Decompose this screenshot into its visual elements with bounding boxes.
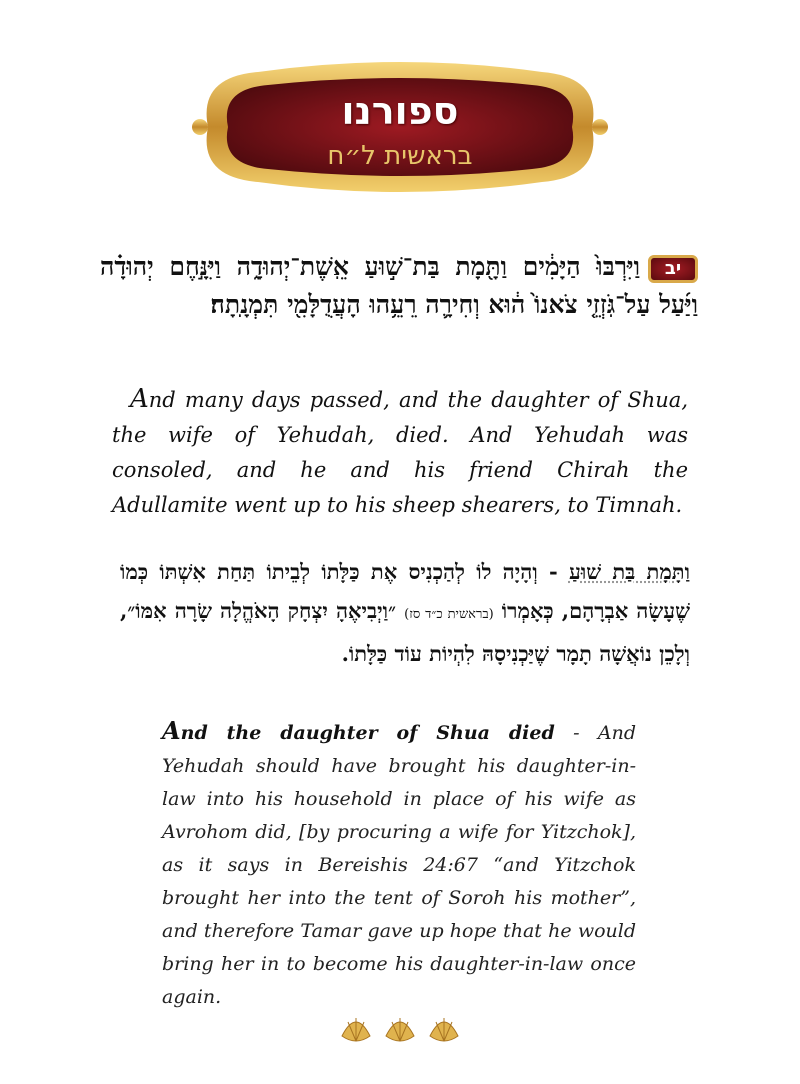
commentary-translation bbox=[162, 714, 636, 1014]
shell-icon bbox=[384, 1014, 416, 1044]
translation-text: nd many days passed, and the daughter of Shua, the wife of Yehudah, died. And Yehudah was consoled, and he and his friend Chirah the Adullamite went up to his sheep shearers, to Timnah. bbox=[112, 388, 688, 517]
drop-cap: A bbox=[130, 384, 149, 414]
end-ornament bbox=[340, 1014, 460, 1046]
commentary-heading bbox=[162, 716, 555, 745]
banner-title: ספורנו bbox=[341, 89, 459, 133]
shell-icon bbox=[340, 1014, 372, 1044]
verse-text: וַיִּרְבּוּ֙ הַיָּמִ֔ים וַתָּ֖מָת בַּת־שׁ֣וּעַ אֵֽשֶׁת־יְהוּדָ֑ה וַיִּנָּ֣חֶם יְהוּדָ֗ה וַיַּ֜עַל עַל־גֹּֽזְזֵ֤י צֹאנוֹ֙ ה֔וּא וְחִירָ֛ה רֵעֵ֥הוּ הָעֲדֻלָּמִ֖י תִּמְנָֽתָה׃ bbox=[100, 252, 698, 319]
verse-translation bbox=[112, 382, 688, 523]
title-banner bbox=[188, 57, 612, 197]
commentary-text-1: - וְהָיָה לוֹ לְהַכְנִיס אֶת כַּלָּתוֹ לְבֵיתוֹ תַּחַת אִשְׁתּוֹ כְּמוֹ שֶׁעָשָׂה אַבְרָהָם, כְּאָמְרוֹ bbox=[120, 559, 691, 623]
verse-hebrew bbox=[100, 248, 698, 324]
dibur-hamatchil: וַתָּמָת בַּת שׁוּעַ bbox=[568, 559, 690, 584]
banner-subtitle: בראשית ל״ח bbox=[327, 141, 473, 171]
commentary-hebrew bbox=[120, 552, 690, 673]
heading-text: nd the daughter of Shua died bbox=[180, 722, 555, 744]
commentary-text-2: ״וַיְבִיאֶהָ יִצְחָק הָאֹהֱלָה שָׂרָה אִמּוֹ״, וְלָכֵן נוֹאֲשָׁה תָמָר שֶׁיַּכְנִיסָהּ לִהְיוֹת עוֹד כַּלָּתוֹ. bbox=[120, 598, 690, 666]
shell-icon bbox=[428, 1014, 460, 1044]
commentary-translation-text: - And Yehudah should have brought his daughter-in-law into his household in place of his wife as Avrohom did, [by procuring a wife for Yitzchok], as it says in Bereishis 24:67 “and Yitzchok brought her into the tent of Soroh his mother”, and therefore Tamar gave up hope that he would bring her in to become his daughter-in-law once again. bbox=[162, 722, 636, 1008]
verse-number-badge: יב bbox=[648, 255, 698, 283]
drop-cap: A bbox=[162, 716, 181, 745]
source-reference: (בראשית כ״ד סז) bbox=[404, 607, 494, 622]
